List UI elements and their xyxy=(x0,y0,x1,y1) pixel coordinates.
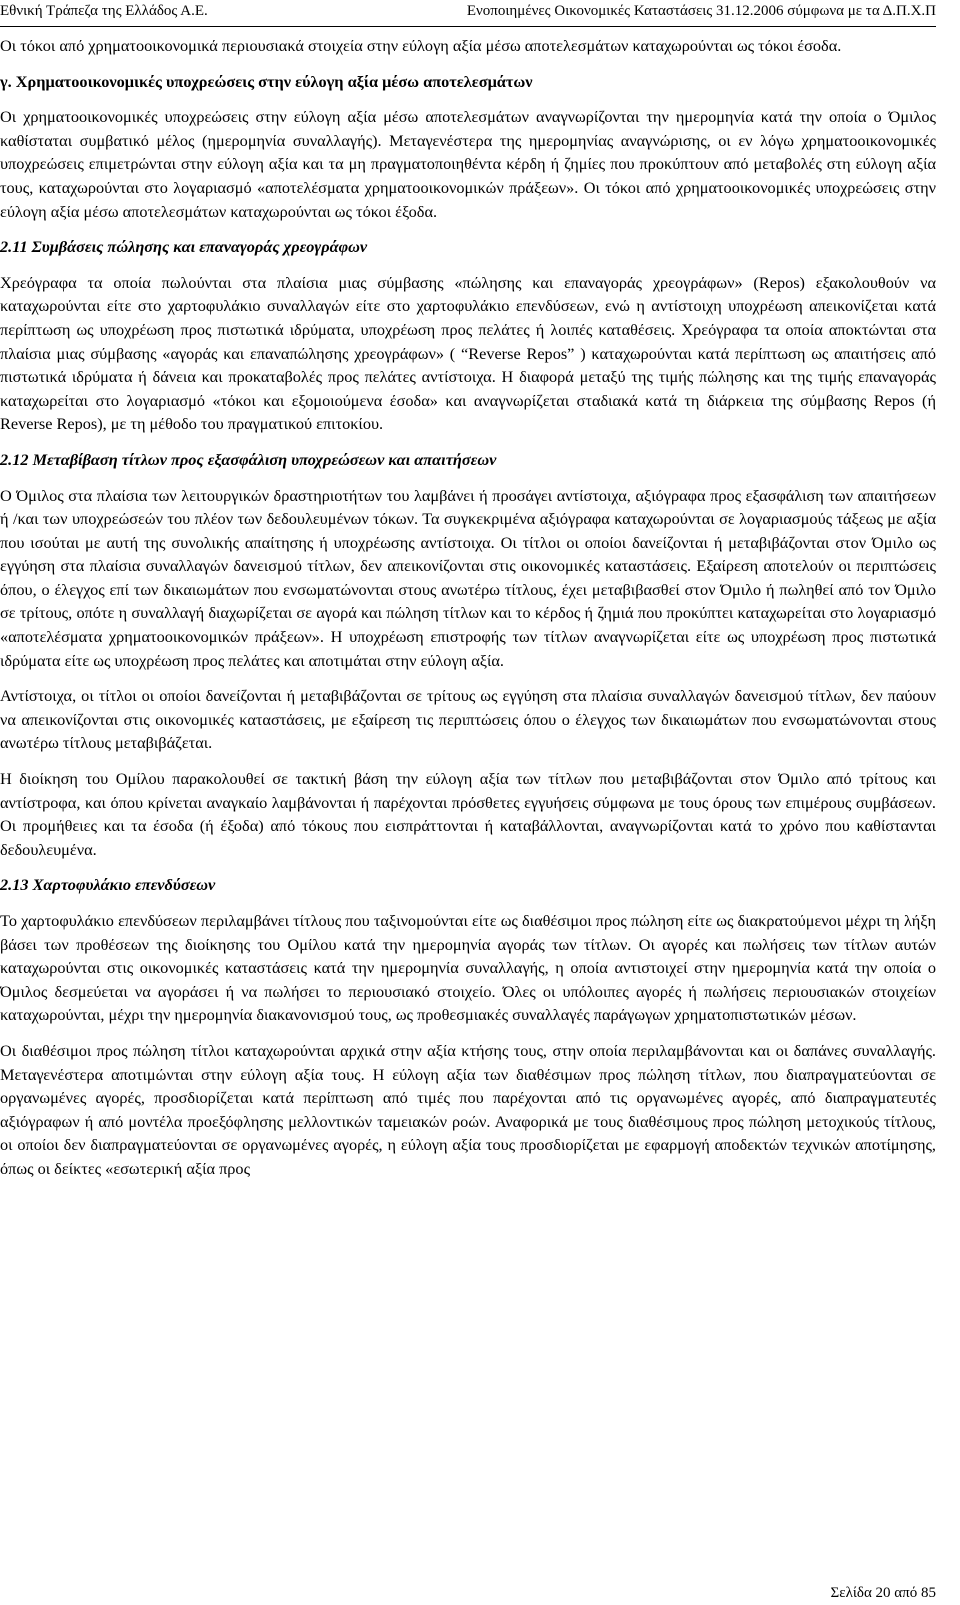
header-bank-name: Εθνική Τράπεζα της Ελλάδος Α.Ε. xyxy=(0,3,208,19)
heading-financial-liabilities: γ. Χρηματοοικονομικές υποχρεώσεις στην εύλογη αξία μέσω αποτελεσμάτων xyxy=(0,71,533,91)
page-number: Σελίδα 20 από 85 xyxy=(830,1585,936,1601)
paragraph-collateral-transfer: Ο Όμιλος στα πλαίσια των λειτουργικών δραστηριοτήτων του λαμβάνει ή προσάγει αντίστοιχα, αξιόγραφα προς εξασφάλιση των απαιτήσεων ή /και των υποχρεώσεών του πλέον των δεδουλευμένων τόκων. Τα συγκεκριμένα αξιόγραφα καταχωρούνται σε λογαριασμούς τάξεως με αξία που ισούται με αυτή της συνολικής απαίτησης ή υποχρέωσης αντίστοιχα. Οι τίτλοι οι οποίοι δανείζονται ή μεταβιβάζονται στον Όμιλο ως εγγύηση στα πλαίσια συναλλαγών δανεισμού τίτλων, δεν απεικονίζονται στις οικονομικές καταστάσεις. Εξαίρεση αποτελούν οι περιπτώσεις όπου, ο έλεγχος επί των δικαιωμάτων που ενσωματώνονται στους ανωτέρω τίτλους, έχει μεταβιβασθεί στον Όμιλο ή πωληθεί από τον Όμιλο σε τρίτους, οπότε η συναλλαγή διαχωρίζεται σε αγορά και πώληση τίτλων και το κέρδος ή ζημιά που προκύπτει καταχωρείται στο λογαριασμό «αποτελέσματα χρηματοοικονομικών πράξεων». Η υποχρέωση επιστροφής των τίτλων αναγνωρίζεται είτε ως υποχρέωση προς πιστωτικά ιδρύματα είτε ως υποχρέωση προς πελάτες και αποτιμάται στην εύλογη αξία. xyxy=(0,485,936,670)
paragraph-financial-liabilities: Οι χρηματοοικονομικές υποχρεώσεις στην εύλογη αξία μέσω αποτελεσμάτων αναγνωρίζονται την ημερομηνία κατά την οποία ο Όμιλος καθίσταται συμβατικό μέλος (ημερομηνία συναλλαγής). Μεταγενέστερα της ημερομηνίας αναγνώρισης, οι εν λόγω χρηματοοικονομικές υποχρεώσεις επιμετρώνται στην εύλογη αξία και τα μη πραγματοποιηθέντα κέρδη ή ζημίες που προκύπτουν από μεταβολές στη εύλογη αξία τους, καταχωρούνται στο λογαριασμό «αποτελέσματα χρηματοοικονομικών πράξεων». Οι τόκοι από χρηματοοικονομικές υποχρεώσεις στην εύλογη αξία μέσω αποτελεσμάτων καταχωρούνται ως τόκοι έξοδα. xyxy=(0,107,936,221)
header-document-title: Ενοποιημένες Οικονομικές Καταστάσεις 31.12.2006 σύμφωνα με τα Δ.Π.Χ.Π xyxy=(466,3,936,19)
paragraph-fair-value-monitoring: Η διοίκηση του Ομίλου παρακολουθεί σε τακτική βάση την εύλογη αξία των τίτλων που μεταβιβάζονται στον Όμιλο από τρίτους και αντίστροφα, και όπου κρίνεται αναγκαίο λαμβάνονται ή παρέχονται πρόσθετες εγγυήσεις σύμφωνα με τους όρους των επιμέρους συμβάσεων. Οι προμήθειες και τα έσοδα (ή έξοδα) από τόκους που εισπράττονται ή καταβάλλονται, αναγνωρίζονται κατά το χρόνο που καθίστανται δεδουλευμένα. xyxy=(0,769,936,859)
heading-section-2-13: 2.13 Χαρτοφυλάκιο επενδύσεων xyxy=(0,875,216,895)
heading-section-2-12: 2.12 Μεταβίβαση τίτλων προς εξασφάλιση υποχρεώσεων και απαιτήσεων xyxy=(0,449,497,469)
heading-section-2-11: 2.11 Συμβάσεις πώλησης και επαναγοράς χρεογράφων xyxy=(0,237,368,257)
paragraph-available-for-sale: Οι διαθέσιμοι προς πώληση τίτλοι καταχωρούνται αρχικά στην αξία κτήσης τους, στην οποία περιλαμβάνονται και οι δαπάνες συναλλαγής. Μεταγενέστερα αποτιμώνται στην εύλογη αξία τους. Η εύλογη αξία των διαθέσιμων προς πώληση τίτλων, που διαπραγματεύονται σε οργανωμένες αγορές, προσδιορίζεται κατά περίπτωση από τιμές που παρέχονται από τις οργανωμένες αγορές, από διαπραγματευτές αξιόγραφων ή από μοντέλα προεξόφλησης μελλοντικών ταμειακών ροών. Αναφορικά με τους διαθέσιμους προς πώληση μετοχικούς τίτλους, οι οποίοι δεν διαπραγματεύονται σε οργανωμένες αγορές, η εύλογη αξία τους προσδιορίζεται με εφαρμογή αποδεκτών τεχνικών αποτίμησης, όπως οι δείκτες «εσωτερική αξία προς xyxy=(0,1040,936,1178)
page-header xyxy=(0,0,936,27)
document-body xyxy=(0,34,936,1193)
paragraph-securities-lending: Αντίστοιχα, οι τίτλοι οι οποίοι δανείζονται ή μεταβιβάζονται σε τρίτους ως εγγύηση στα πλαίσια συναλλαγών δανεισμού τίτλων, δεν παύουν να απεικονίζονται στις οικονομικές καταστάσεις, με εξαίρεση τις περιπτώσεις όπου ο έλεγχος των δικαιωμάτων που ενσωματώνονται στους ανωτέρω τίτλους μεταβιβάζεται. xyxy=(0,686,936,753)
paragraph-interest-income: Οι τόκοι από χρηματοοικονομικά περιουσιακά στοιχεία στην εύλογη αξία μέσω αποτελεσμάτων καταχωρούνται ως τόκοι έσοδα. xyxy=(0,36,842,55)
paragraph-investment-portfolio: Το χαρτοφυλάκιο επενδύσεων περιλαμβάνει τίτλους που ταξινομούνται είτε ως διαθέσιμοι προς πώληση είτε ως διακρατούμενοι μέχρι τη λήξη βάσει των προθέσεων της διοίκησης του Ομίλου κατά την ημερομηνία αγοράς των τίτλων. Οι αγορές και πωλήσεις των τίτλων αυτών καταχωρούνται στις οικονομικές καταστάσεις κατά την ημερομηνία συναλλαγής, η οποία αντιστοιχεί στην ημερομηνία κατά την οποία ο Όμιλος δεσμεύεται να αγοράσει ή να πωλήσει το περιουσιακό στοιχείο. Όλες οι υπόλοιπες αγορές ή πωλήσεις περιουσιακών στοιχείων καταχωρούνται, μέχρι την ημερομηνία διακανονισμού τους, ως προθεσμιακές συναλλαγές παράγωγων χρηματοπιστωτικών μέσων. xyxy=(0,911,936,1025)
paragraph-repos: Χρεόγραφα τα οποία πωλούνται στα πλαίσια μιας σύμβασης «πώλησης και επαναγοράς χρεογράφων» (Repos) εξακολουθούν να καταχωρούνται είτε στο χαρτοφυλάκιο συναλλαγών είτε στο χαρτοφυλάκιο επενδύσεων, ενώ η αντίστοιχη υποχρέωση απεικονίζεται κατά περίπτωση ως υποχρέωση προς πιστωτικά ιδρύματα, υποχρέωση προς πελάτες ή λοιπές καταθέσεις. Χρεόγραφα τα οποία αποκτώνται στα πλαίσια μιας σύμβασης «αγοράς και επαναπώλησης χρεογράφων» ( “Reverse Repos” ) καταχωρούνται κατά περίπτωση ως απαιτήσεις από πιστωτικά ιδρύματα ή δάνεια και προκαταβολές προς πελάτες αντίστοιχα. Η διαφορά μεταξύ της τιμής πώλησης και της τιμής επαναγοράς καταχωρείται στο λογαριασμό «τόκοι και εξομοιούμενα έσοδα» και αναγνωρίζεται σταδιακά κατά τη διάρκεια της σύμβασης Repos (ή Reverse Repos), με τη μέθοδο του πραγματικού επιτοκίου. xyxy=(0,272,936,434)
